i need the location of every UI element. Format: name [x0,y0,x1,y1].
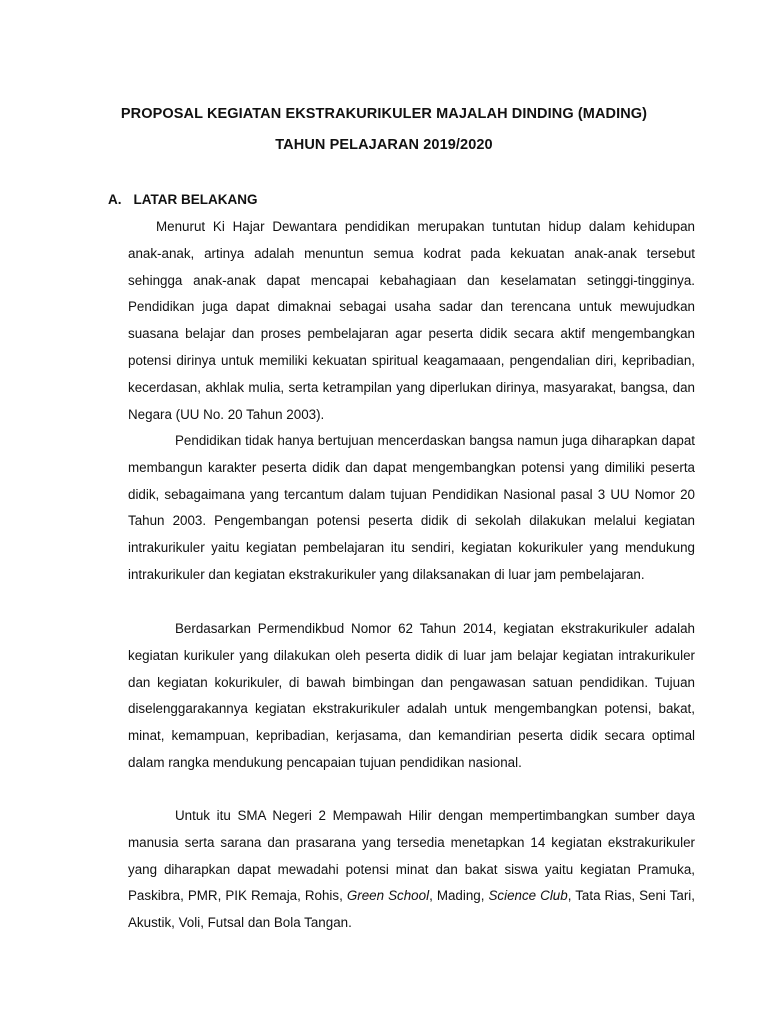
paragraph-2-text: Pendidikan tidak hanya bertujuan mencerdaskan bangsa namun juga diharapkan dapat membangun karakter peserta didik dan dapat mengembangkan potensi yang dimiliki peserta didik, sebagaimana yang tercantum dalam tujuan Pendidikan Nasional pasal 3 UU Nomor 20 Tahun 2003. Pengembangan potensi peserta didik di sekolah dilakukan melalui kegiatan intrakurikuler yaitu kegiatan pembelajaran itu sendiri, kegiatan kokurikuler yang mendukung intrakurikuler dan kegiatan ekstrakurikuler yang dilaksanakan di luar jam pembelajaran. [128,433,695,582]
paragraph-4-italic-green-school: Green School [346,888,430,904]
document-subtitle: TAHUN PELAJARAN 2019/2020 [275,137,493,153]
paragraph-4-part-1: Untuk itu SMA Negeri 2 Mempawah Hilir dengan mempertimbangkan sumber daya manusia serta sarana dan prasarana yang tersedia menetapkan 14 kegiatan ekstrakurikuler yang diharapkan dapat mewadahi potensi minat dan bakat siswa yaitu kegiatan Pramuka, Paskibra, PMR, PIK Remaja, Rohis, [128,808,695,904]
paragraph-4-text [128,803,695,937]
section-letter: A. [108,192,122,207]
paragraph-4-part-3: , Tata Rias, Seni Tari, Akustik, Voli, Futsal dan Bola Tangan. [128,888,695,931]
paragraph-2 [128,428,695,589]
paragraph-3-text: Berdasarkan Permendikbud Nomor 62 Tahun 2014, kegiatan ekstrakurikuler adalah kegiatan kurikuler yang dilakukan oleh peserta didik di luar jam belajar kegiatan intrakurikuler dan kegiatan kokurikuler, di bawah bimbingan dan pengawasan satuan pendidikan. Tujuan diselenggarakannya kegiatan ekstrakurikuler adalah untuk mengembangkan potensi, bakat, minat, kemampuan, kepribadian, kerjasama, dan kemandirian peserta didik secara optimal dalam rangka mendukung pencapaian tujuan pendidikan nasional. [128,621,695,770]
paragraph-4 [128,803,695,937]
document-title: PROPOSAL KEGIATAN EKSTRAKURIKULER MAJALAH DINDING (MADING) [120,106,648,122]
section-heading [108,192,258,207]
paragraph-4-italic-science-club: Science Club [488,888,568,904]
paragraph-4-part-2: , Mading, [429,888,489,904]
section-title: LATAR BELAKANG [133,192,258,207]
paragraph-1 [128,214,695,428]
paragraph-3 [128,616,695,777]
paragraph-1-text: Menurut Ki Hajar Dewantara pendidikan merupakan tuntutan hidup dalam kehidupan anak-anak, artinya adalah menuntun semua kodrat pada kekuatan anak-anak tersebut sehingga anak-anak dapat mencapai kebahagiaan dan keselamatan setinggi-tingginya. Pendidikan juga dapat dimaknai sebagai usaha sadar dan terencana untuk mewujudkan suasana belajar dan proses pembelajaran agar peserta didik secara aktif mengembangkan potensi dirinya untuk memiliki kekuatan spiritual keagamaaan, pengendalian diri, kepribadian, kecerdasan, akhlak mulia, serta ketrampilan yang diperlukan dirinya, masyarakat, bangsa, dan Negara (UU No. 20 Tahun 2003). [128,219,695,422]
